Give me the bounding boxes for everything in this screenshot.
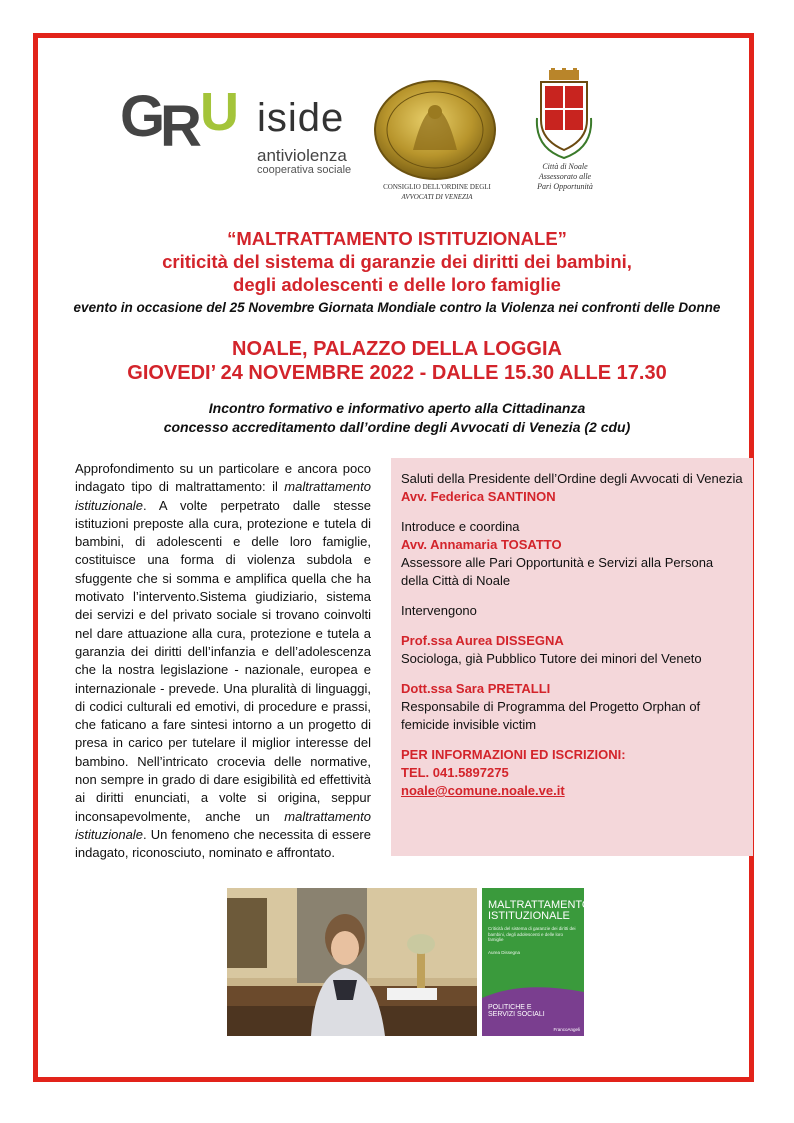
description-italic-2: maltrattamento istituzionale	[75, 808, 371, 842]
svg-text:G: G	[120, 84, 166, 148]
greeting-speaker: Avv. Federica SANTINON	[401, 489, 556, 504]
iside-logo-tagline: cooperativa sociale	[257, 164, 352, 176]
book-series: POLITICHE E SERVIZI SOCIALI	[488, 1004, 545, 1018]
description-italic-1: maltrattamento istituzionale	[75, 479, 371, 513]
description-text-3: . Un fenomeno che necessita di essere indagato, riconosciuto, nominato e affrontato.	[75, 826, 371, 861]
description-paragraph	[75, 460, 371, 863]
greeting-label: Saluti della Presidente dell’Ordine degli Avvocati di Venezia	[401, 471, 743, 486]
book-subtitle: Criticità del sistema di garanzie dei diritti dei bambini, degli adolescenti e delle loro famiglie	[488, 926, 576, 942]
event-location: NOALE, PALAZZO DELLA LOGGIA	[232, 338, 562, 360]
book-cover	[482, 888, 591, 1036]
moderator-name: Avv. Annamaria TOSATTO	[401, 537, 562, 552]
program-panel	[391, 458, 753, 856]
event-title-line2: criticità del sistema di garanzie dei diritti dei bambini,	[162, 251, 632, 272]
speaker1-role: Sociologa, già Pubblico Tutore dei minori del Veneto	[401, 651, 702, 666]
info-email-link[interactable]: noale@comune.noale.ve.it	[401, 783, 565, 798]
book-title	[488, 900, 590, 922]
noale-crest-logo	[533, 68, 595, 160]
event-description-line1: Incontro formativo e informativo aperto alla Cittadinanza	[208, 400, 586, 416]
intro-label: Introduce e coordina	[401, 519, 520, 534]
book-author: Aurea Dissegna	[488, 950, 521, 955]
speaker-photo	[227, 888, 477, 1036]
speakers-label: Intervengono	[401, 603, 477, 618]
book-title-line1: MALTRATTAMENTO	[488, 899, 591, 911]
crest-caption-line1: Città di Noale	[542, 162, 588, 171]
speaker1-name: Prof.ssa Aurea DISSEGNA	[401, 633, 564, 648]
coin-caption-line2: AVVOCATI DI VENEZIA	[401, 193, 473, 201]
svg-text:R: R	[160, 94, 202, 148]
moderator-role: Assessore alle Pari Opportunità e Servizi alla Persona della Città di Noale	[401, 555, 714, 588]
bar-council-coin-logo	[373, 80, 497, 180]
event-datetime: GIOVEDI’ 24 NOVEMBRE 2022 - DALLE 15.30 ALLE 17.30	[127, 362, 667, 384]
speaker2-name: Dott.ssa Sara PRETALLI	[401, 681, 551, 696]
iside-logo-word: iside	[257, 96, 345, 140]
speaker2-role: Responsabile di Programma del Progetto Orphan of femicide invisible victim	[401, 699, 701, 732]
crest-caption-line3: Pari Opportunità	[537, 182, 593, 191]
crest-caption-line2: Assessorato alle	[538, 172, 592, 181]
info-label: PER INFORMAZIONI ED ISCRIZIONI:	[401, 747, 626, 762]
event-subtitle: evento in occasione del 25 Novembre Giornata Mondiale contro la Violenza nei confronti delle Donne	[73, 300, 721, 315]
event-title-line3: degli adolescenti e delle loro famiglie	[233, 274, 561, 295]
crest-caption	[520, 162, 610, 192]
iside-logo-subtitle: antiviolenza	[257, 146, 347, 165]
description-text-1: Approfondimento su un particolare e ancora poco indagato tipo di maltrattamento: il	[75, 461, 371, 495]
event-description-line2: concesso accreditamento dall’ordine degli Avvocati di Venezia (2 cdu)	[163, 419, 631, 435]
coin-caption-line1: CONSIGLIO DELL'ORDINE DEGLI	[383, 183, 491, 191]
book-title-line2: ISTITUZIONALE	[488, 910, 570, 922]
event-title-line1: “MALTRATTAMENTO ISTITUZIONALE”	[227, 228, 567, 249]
gru-logo	[120, 84, 240, 148]
description-text-2: . A volte perpetrato dalle stesse istituzioni preposte alla cura, protezione e tutela di bambini, di adolescenti e delle loro famiglie, costituisce una forma di violenza subdola e sfuggente che si somma e amplifica quella che ha motivato l’intervento.Sistema giudiziario, sistema dei servizi e del privato sociale si trovano coinvolti nel dare attuazione alla cura, protezione e tutela a garanzia dei diritti dell’infanzia e dell’adolescenza che la nostra legislazione - nazionale, europea e internazionale - prevede. Una pluralità di linguaggi, di codici culturali ed emotivi, di procedure e prassi, che faticano a fare sintesi intorno a un progetto di presa in carico per tutelare il miglior interesse del bambino. Nell’intricato crocevia delle normative, non sempre in grado di dare esigibilità ed effettività ai diritti enunciati, a volte si origina, seppur inconsapevolmente, anche un	[75, 497, 371, 824]
svg-text:U: U	[200, 84, 239, 142]
book-publisher: FrancoAngeli	[553, 1027, 580, 1032]
info-phone[interactable]: TEL. 041.5897275	[401, 765, 509, 780]
